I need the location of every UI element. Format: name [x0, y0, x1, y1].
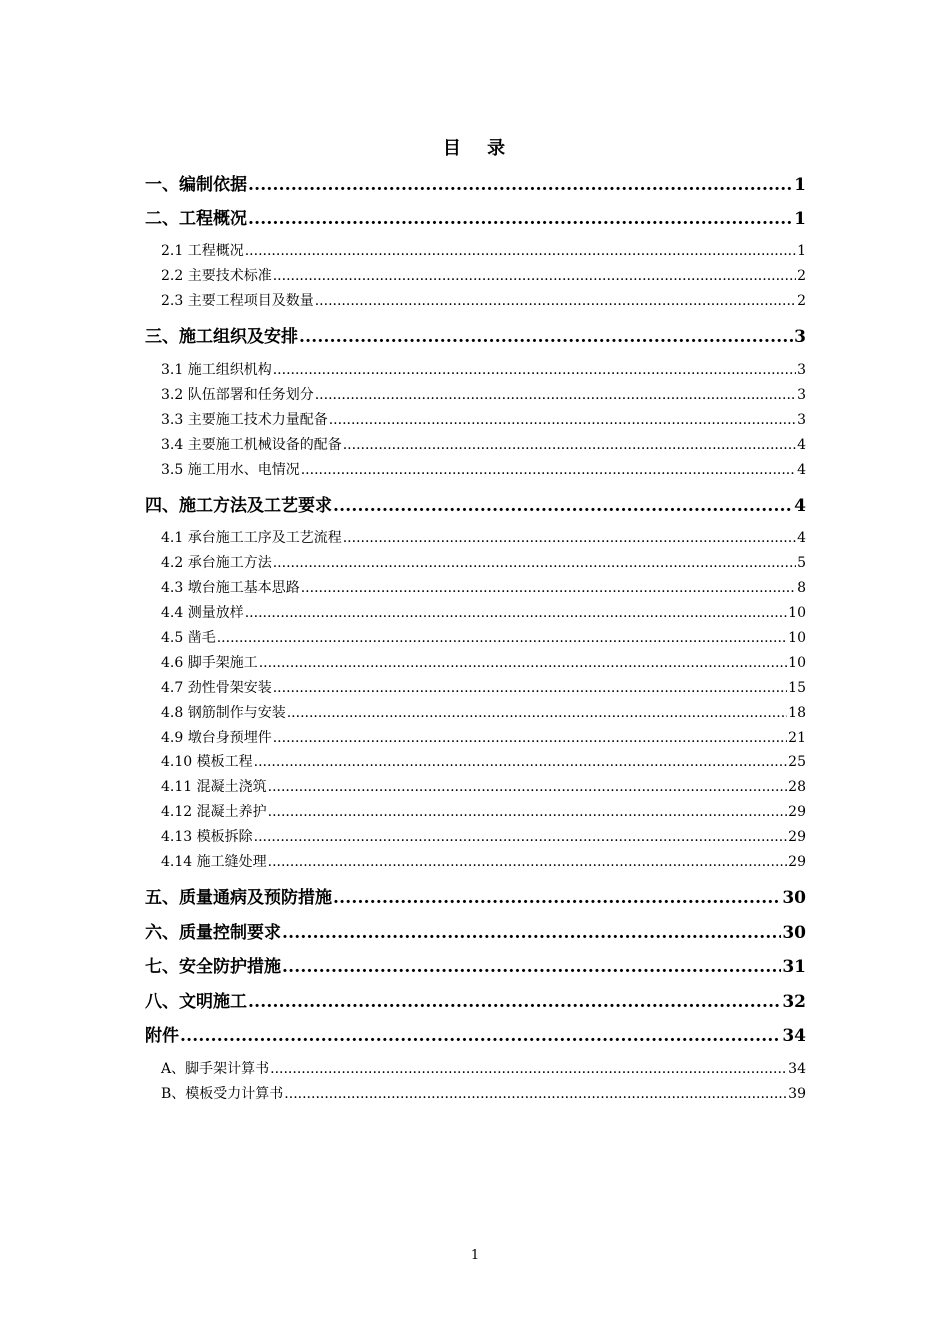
toc-chapter-entry[interactable]	[145, 322, 806, 347]
toc-section-entry[interactable]	[161, 459, 806, 479]
toc-section-entry[interactable]	[161, 240, 806, 260]
toc-leader-dots	[254, 829, 788, 845]
toc-entry-page: 3	[797, 362, 806, 378]
toc-leader-dots	[268, 854, 788, 870]
toc-entry-page: 3	[794, 327, 806, 347]
toc-section-entry[interactable]	[161, 434, 806, 454]
toc-entry-page: 4	[794, 496, 806, 516]
toc-section-entry[interactable]	[161, 359, 806, 379]
toc-entry-title: 3.2 队伍部署和任务划分	[161, 387, 314, 403]
toc-entry-page: 29	[788, 804, 806, 820]
toc-entry-page: 3	[797, 387, 806, 403]
toc-leader-dots	[248, 992, 781, 1012]
toc-section-entry[interactable]	[161, 1058, 806, 1078]
toc-section-entry[interactable]	[161, 602, 806, 622]
toc-leader-dots	[270, 1061, 787, 1077]
toc-chapter-entry[interactable]	[145, 1021, 806, 1046]
toc-entry-title: 七、安全防护措施	[145, 957, 281, 977]
toc-entry-title: 附件	[145, 1026, 179, 1046]
toc-section-entry[interactable]	[161, 702, 806, 722]
toc-leader-dots	[301, 580, 796, 596]
toc-section-entry[interactable]	[161, 409, 806, 429]
toc-title: 目 录	[442, 138, 516, 159]
toc-entry-page: 10	[788, 605, 806, 621]
toc-section-entry[interactable]	[161, 801, 806, 821]
toc-entry-page: 1	[794, 175, 806, 195]
toc-leader-dots	[273, 555, 796, 571]
toc-entry-title: 4.11 混凝土浇筑	[161, 779, 267, 795]
toc-leader-dots	[273, 730, 787, 746]
toc-entry-page: 31	[782, 957, 806, 977]
toc-leader-dots	[299, 327, 793, 347]
toc-section-entry[interactable]	[161, 751, 806, 771]
toc-entry-page: 29	[788, 829, 806, 845]
toc-entry-page: 4	[797, 462, 806, 478]
toc-entry-page: 4	[797, 530, 806, 546]
toc-entry-page: 3	[797, 412, 806, 428]
toc-entry-page: 30	[782, 923, 806, 943]
toc-section-entry[interactable]	[161, 776, 806, 796]
toc-entry-title: 2.2 主要技术标准	[161, 268, 272, 284]
toc-entry-title: 3.3 主要施工技术力量配备	[161, 412, 328, 428]
toc-leader-dots	[315, 387, 796, 403]
toc-chapter-entry[interactable]	[145, 952, 806, 977]
toc-section-entry[interactable]	[161, 527, 806, 547]
toc-leader-dots	[245, 243, 796, 259]
toc-section-entry[interactable]	[161, 577, 806, 597]
toc-entry-title: 4.13 模板拆除	[161, 829, 253, 845]
toc-section-entry[interactable]	[161, 677, 806, 697]
toc-entry-title: 八、文明施工	[145, 992, 247, 1012]
toc-entry-title: 4.7 劲性骨架安装	[161, 680, 272, 696]
toc-leader-dots	[329, 412, 796, 428]
footer-page-number: 1	[470, 1248, 480, 1263]
toc-entry-title: 4.10 模板工程	[161, 754, 253, 770]
toc-entry-page: 18	[788, 705, 806, 721]
toc-entry-title: 二、工程概况	[145, 209, 247, 229]
toc-leader-dots	[315, 293, 796, 309]
toc-entry-title: 4.2 承台施工方法	[161, 555, 272, 571]
toc-entry-page: 4	[797, 437, 806, 453]
toc-entry-title: A、脚手架计算书	[161, 1061, 270, 1077]
toc-entry-title: 4.8 钢筋制作与安装	[161, 705, 286, 721]
toc-section-entry[interactable]	[161, 1083, 806, 1103]
toc-entry-page: 21	[788, 730, 806, 746]
toc-entry-title: 4.4 测量放样	[161, 605, 244, 621]
toc-entry-title: 六、质量控制要求	[145, 923, 281, 943]
toc-leader-dots	[284, 1086, 787, 1102]
toc-leader-dots	[343, 437, 796, 453]
toc-chapter-entry[interactable]	[145, 170, 806, 195]
toc-entry-page: 2	[797, 268, 806, 284]
toc-chapter-entry[interactable]	[145, 204, 806, 229]
toc-leader-dots	[282, 923, 781, 943]
toc-section-entry[interactable]	[161, 627, 806, 647]
toc-section-entry[interactable]	[161, 826, 806, 846]
toc-entry-page: 39	[788, 1086, 806, 1102]
toc-leader-dots	[217, 630, 787, 646]
toc-leader-dots	[180, 1026, 781, 1046]
toc-chapter-entry[interactable]	[145, 918, 806, 943]
toc-chapter-entry[interactable]	[145, 491, 806, 516]
toc-entry-page: 34	[782, 1026, 806, 1046]
toc-entry-title: 五、质量通病及预防措施	[145, 888, 332, 908]
toc-entry-title: 4.12 混凝土养护	[161, 804, 267, 820]
toc-entry-title: 4.14 施工缝处理	[161, 854, 267, 870]
toc-entry-title: B、模板受力计算书	[161, 1086, 284, 1102]
toc-entry-page: 30	[782, 888, 806, 908]
toc-section-entry[interactable]	[161, 290, 806, 310]
toc-section-entry[interactable]	[161, 265, 806, 285]
toc-leader-dots	[273, 268, 796, 284]
toc-entry-page: 5	[797, 555, 806, 571]
toc-leader-dots	[273, 680, 787, 696]
toc-entry-title: 一、编制依据	[145, 175, 247, 195]
toc-section-entry[interactable]	[161, 851, 806, 871]
toc-leader-dots	[268, 779, 788, 795]
toc-chapter-entry[interactable]	[145, 987, 806, 1012]
toc-entry-title: 3.5 施工用水、电情况	[161, 462, 300, 478]
toc-entry-page: 25	[788, 754, 806, 770]
toc-entry-page: 15	[788, 680, 806, 696]
toc-entry-title: 4.1 承台施工工序及工艺流程	[161, 530, 342, 546]
toc-entry-title: 2.1 工程概况	[161, 243, 244, 259]
toc-leader-dots	[259, 655, 787, 671]
toc-entry-page: 1	[797, 243, 806, 259]
toc-leader-dots	[282, 957, 781, 977]
toc-entry-title: 2.3 主要工程项目及数量	[161, 293, 314, 309]
toc-section-entry[interactable]	[161, 384, 806, 404]
toc-entry-title: 4.9 墩台身预埋件	[161, 730, 272, 746]
toc-entry-page: 1	[794, 209, 806, 229]
toc-leader-dots	[333, 888, 781, 908]
toc-entry-title: 四、施工方法及工艺要求	[145, 496, 332, 516]
toc-entry-title: 4.5 凿毛	[161, 630, 216, 646]
toc-entry-page: 32	[782, 992, 806, 1012]
toc-leader-dots	[268, 804, 788, 820]
toc-entry-page: 8	[797, 580, 806, 596]
toc-leader-dots	[287, 705, 787, 721]
toc-entry-title: 三、施工组织及安排	[145, 327, 298, 347]
toc-leader-dots	[333, 496, 793, 516]
toc-entry-title: 3.4 主要施工机械设备的配备	[161, 437, 342, 453]
toc-entry-title: 4.3 墩台施工基本思路	[161, 580, 300, 596]
toc-chapter-entry[interactable]	[145, 883, 806, 908]
toc-leader-dots	[248, 175, 793, 195]
toc-entry-page: 2	[797, 293, 806, 309]
toc-entry-page: 28	[788, 779, 806, 795]
toc-leader-dots	[254, 754, 788, 770]
toc-entry-page: 10	[788, 655, 806, 671]
toc-entry-page: 34	[788, 1061, 806, 1077]
toc-leader-dots	[248, 209, 793, 229]
toc-section-entry[interactable]	[161, 652, 806, 672]
toc-entry-page: 29	[788, 854, 806, 870]
toc-leader-dots	[245, 605, 787, 621]
toc-leader-dots	[301, 462, 796, 478]
toc-leader-dots	[343, 530, 796, 546]
toc-entry-page: 10	[788, 630, 806, 646]
toc-leader-dots	[273, 362, 796, 378]
toc-entry-title: 4.6 脚手架施工	[161, 655, 258, 671]
toc-entry-title: 3.1 施工组织机构	[161, 362, 272, 378]
toc-section-entry[interactable]	[161, 727, 806, 747]
toc-section-entry[interactable]	[161, 552, 806, 572]
